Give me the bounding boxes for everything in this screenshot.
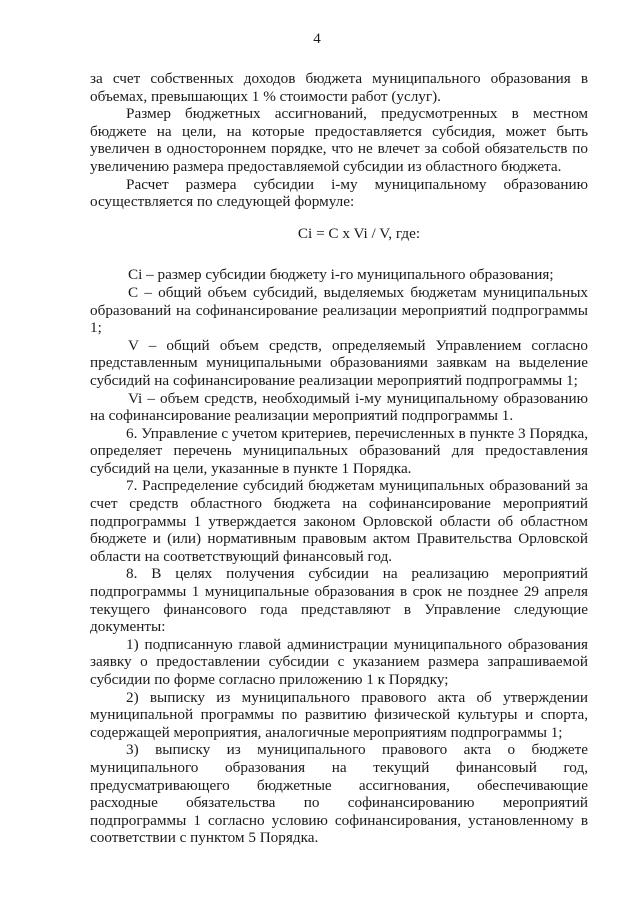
list-item-3: 3) выписку из муниципального правового акта о бюджете муниципального образования на текущий финансовый год, предусматривающего бюджетные ассигнования, обеспечивающие расходные обязательства по софинансированию мероприятий подпрограммы 1 согласно условию софинансирования, установленному в соответствии с пунктом 5 Порядка. [90,741,588,847]
definition-c: C – общий объем субсидий, выделяемых бюджетам муниципальных образований на софинансирование реализации мероприятий подпрограммы 1; [90,283,588,337]
formula: Ci = C x Vi / V, где: [297,224,421,242]
paragraph-budget-allocation: Размер бюджетных ассигнований, предусмотренных в местном бюджете на цели, на которые предоставляется субсидия, может быть увеличен в одностороннем порядке, что не влечет за собой обязательств по увеличению размера предоставляемой субсидии из областного бюджета. [90,105,588,175]
definition-v: V – общий объем средств, определяемый Управлением согласно представленным муниципальными образованиями заявкам на выделение субсидий на софинансирование реализации мероприятий подпрограммы 1; [90,336,588,389]
document-body [90,70,588,847]
page-number: 4 [313,31,321,47]
definition-vi: Vi – объем средств, необходимый i-му муниципальному образованию на софинансирование реализации мероприятий подпрограммы 1. [90,389,588,425]
clause-6: 6. Управление с учетом критериев, перечисленных в пункте 3 Порядка, определяет перечень муниципальных образований для предоставления субсидий на цели, указанные в пункте 1 Порядка. [90,424,588,477]
clause-8: 8. В целях получения субсидии на реализацию мероприятий подпрограммы 1 муниципальные образования в срок не позднее 29 апреля текущего финансового года представляют в Управление следующие документы: [90,565,588,636]
paragraph-formula-intro: Расчет размера субсидии i-му муниципальному образованию осуществляется по следующей формуле: [90,175,588,211]
definition-ci: Ci – размер субсидии бюджету i-го муниципального образования; [128,266,554,284]
clause-7: 7. Распределение субсидий бюджетам муниципальных образований за счет средств областного бюджета на софинансирование мероприятий подпрограммы 1 утверждается законом Орловской области об областном бюджете и (или) нормативным правовым актом Правительства Орловской области на соответствующий финансовый год. [90,477,588,565]
paragraph-continuation: за счет собственных доходов бюджета муниципального образования в объемах, превышающих 1 % стоимости работ (услуг). [90,70,588,105]
list-item-2: 2) выписку из муниципального правового акта об утверждении муниципальной программы по развитию физической культуры и спорта, содержащей мероприятия, аналогичные мероприятиям подпрограммы 1; [90,688,588,741]
list-item-1: 1) подписанную главой администрации муниципального образования заявку о предоставлении субсидии с указанием размера запрашиваемой субсидии по форме согласно приложению 1 к Порядку; [90,635,588,688]
